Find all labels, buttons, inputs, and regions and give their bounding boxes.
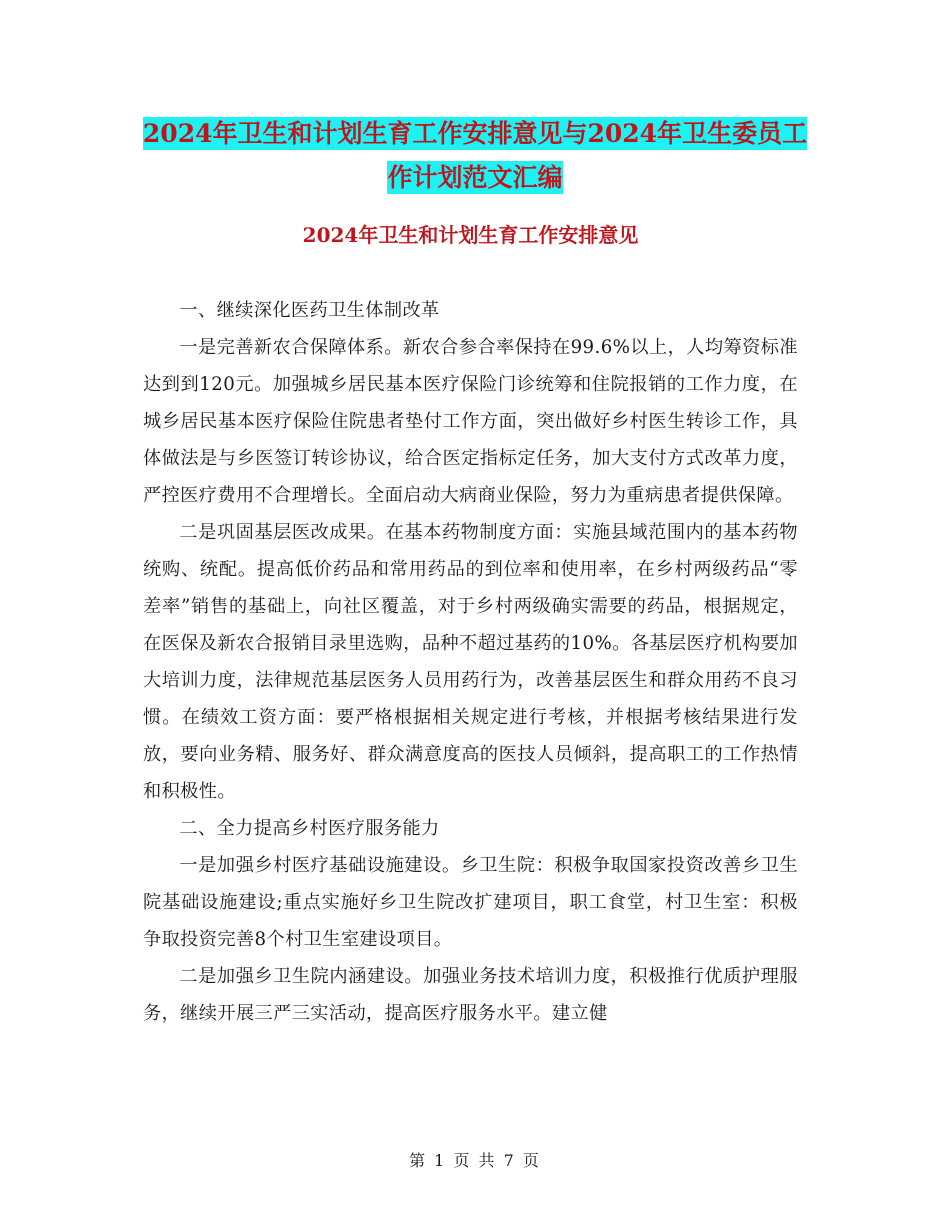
body-paragraph-3: 一是加强乡村医疗基础设施建设。乡卫生院：积极争取国家投资改善乡卫生院基础设施建设;重点实施好乡卫生院改扩建项目，职工食堂，村卫生室：积极争取投资完善8个村卫生室建设项目。 [143, 855, 798, 950]
body-paragraph-1: 一是完善新农合保障体系。新农合参合率保持在99.6%以上，人均筹资标准达到到120元。加强城乡居民基本医疗保险门诊统筹和住院报销的工作力度，在城乡居民基本医疗保险住院患者垫付工作方面，突出做好乡村医生转诊工作，具体做法是与乡医签订转诊协议，给合医定指标定任务，加大支付方式改革力度，严控医疗费用不合理增长。全面启动大病商业保险，努力为重病患者提供保障。 [143, 337, 798, 506]
document-title-text: 2024年卫生和计划生育工作安排意见与2024年卫生委员工作计划范文汇编 [142, 119, 808, 192]
document-body [143, 292, 798, 1032]
heading-paragraph-2: 二、全力提高乡村医疗服务能力 [179, 818, 440, 839]
body-paragraph-4: 二是加强乡卫生院内涵建设。加强业务技术培训力度，积极推行优质护理服务，继续开展三严三实活动，提高医疗服务水平。建立健 [143, 966, 798, 1024]
document-title [140, 112, 810, 200]
section-title: 2024年卫生和计划生育工作安排意见 [302, 223, 639, 247]
body-paragraph-2: 二是巩固基层医改成果。在基本药物制度方面：实施县域范围内的基本药物统购、统配。提高低价药品和常用药品的到位率和使用率，在乡村两级药品“零差率”销售的基础上，向社区覆盖，对于乡村两级确实需要的药品，根据规定，在医保及新农合报销目录里选购，品种不超过基药的10%。各基层医疗机构要加大培训力度，法律规范基层医务人员用药行为，改善基层医生和群众用药不良习惯。在绩效工资方面：要严格根据相关规定进行考核，并根据考核结果进行发放，要向业务精、服务好、群众满意度高的医技人员倾斜，提高职工的工作热情和积极性。 [143, 522, 799, 802]
page-number-footer: 第 1 页 共 7 页 [409, 1151, 541, 1170]
heading-paragraph-1: 一、继续深化医药卫生体制改革 [179, 300, 440, 321]
